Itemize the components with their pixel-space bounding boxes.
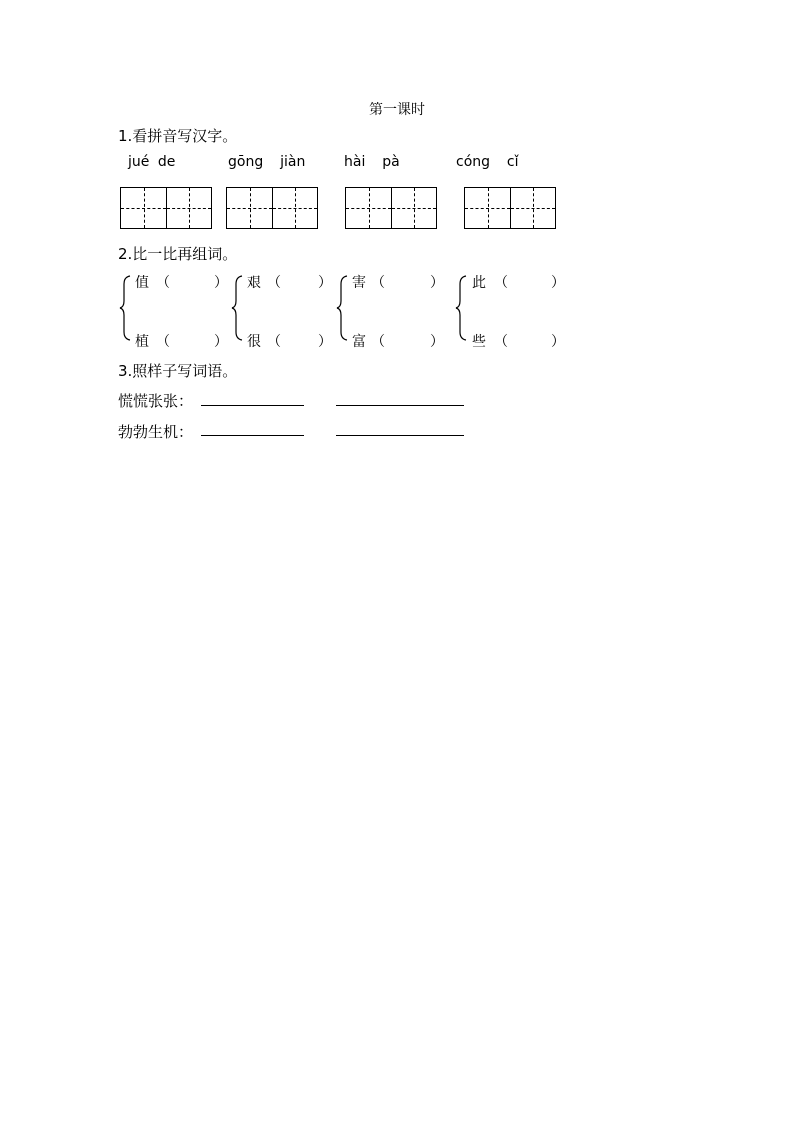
- tianzige-box-2[interactable]: [226, 187, 318, 229]
- paren-open: （: [156, 334, 170, 350]
- char-zhi-plant: 植: [135, 334, 149, 350]
- answer-blank[interactable]: [201, 435, 304, 436]
- paren-close: ）: [318, 275, 332, 291]
- paren-open: （: [267, 334, 281, 350]
- paren-open: （: [156, 275, 170, 291]
- pinyin-4: cóng cǐ: [456, 154, 519, 170]
- paren-close: ）: [430, 334, 444, 350]
- pinyin-2: gōng jiàn: [228, 154, 306, 170]
- brace-icon: [454, 274, 468, 342]
- q3-heading: 3.照样子写词语。: [118, 362, 238, 380]
- paren-open: （: [494, 275, 508, 291]
- paren-close: ）: [551, 275, 565, 291]
- tianzige-box-1[interactable]: [120, 187, 212, 229]
- q2-heading: 2.比一比再组词。: [118, 245, 238, 263]
- paren-close: ）: [214, 334, 228, 350]
- q1-heading: 1.看拼音写汉字。: [118, 127, 238, 145]
- char-jian: 艰: [247, 275, 261, 291]
- tianzige-box-4[interactable]: [464, 187, 556, 229]
- example-1-label: 慌慌张张：: [118, 392, 194, 410]
- char-fu: 富: [352, 334, 366, 350]
- char-ci: 此: [472, 275, 486, 291]
- char-hen: 很: [247, 334, 261, 350]
- brace-icon: [118, 274, 132, 342]
- paren-open: （: [371, 275, 385, 291]
- paren-close: ）: [551, 334, 565, 350]
- answer-blank[interactable]: [336, 405, 464, 406]
- brace-icon: [335, 274, 349, 342]
- char-xie: 些: [472, 334, 486, 350]
- brace-icon: [230, 274, 244, 342]
- pinyin-3: hài pà: [344, 154, 400, 170]
- answer-blank[interactable]: [201, 405, 304, 406]
- char-zhi: 值: [135, 275, 149, 291]
- paren-close: ）: [430, 275, 444, 291]
- example-2-label: 勃勃生机：: [118, 423, 194, 441]
- char-hai: 害: [352, 275, 366, 291]
- tianzige-box-3[interactable]: [345, 187, 437, 229]
- paren-open: （: [494, 334, 508, 350]
- paren-close: ）: [214, 275, 228, 291]
- paren-open: （: [267, 275, 281, 291]
- page-title: 第一课时: [369, 102, 425, 118]
- pinyin-1: jué de: [128, 154, 176, 170]
- paren-close: ）: [318, 334, 332, 350]
- answer-blank[interactable]: [336, 435, 464, 436]
- paren-open: （: [371, 334, 385, 350]
